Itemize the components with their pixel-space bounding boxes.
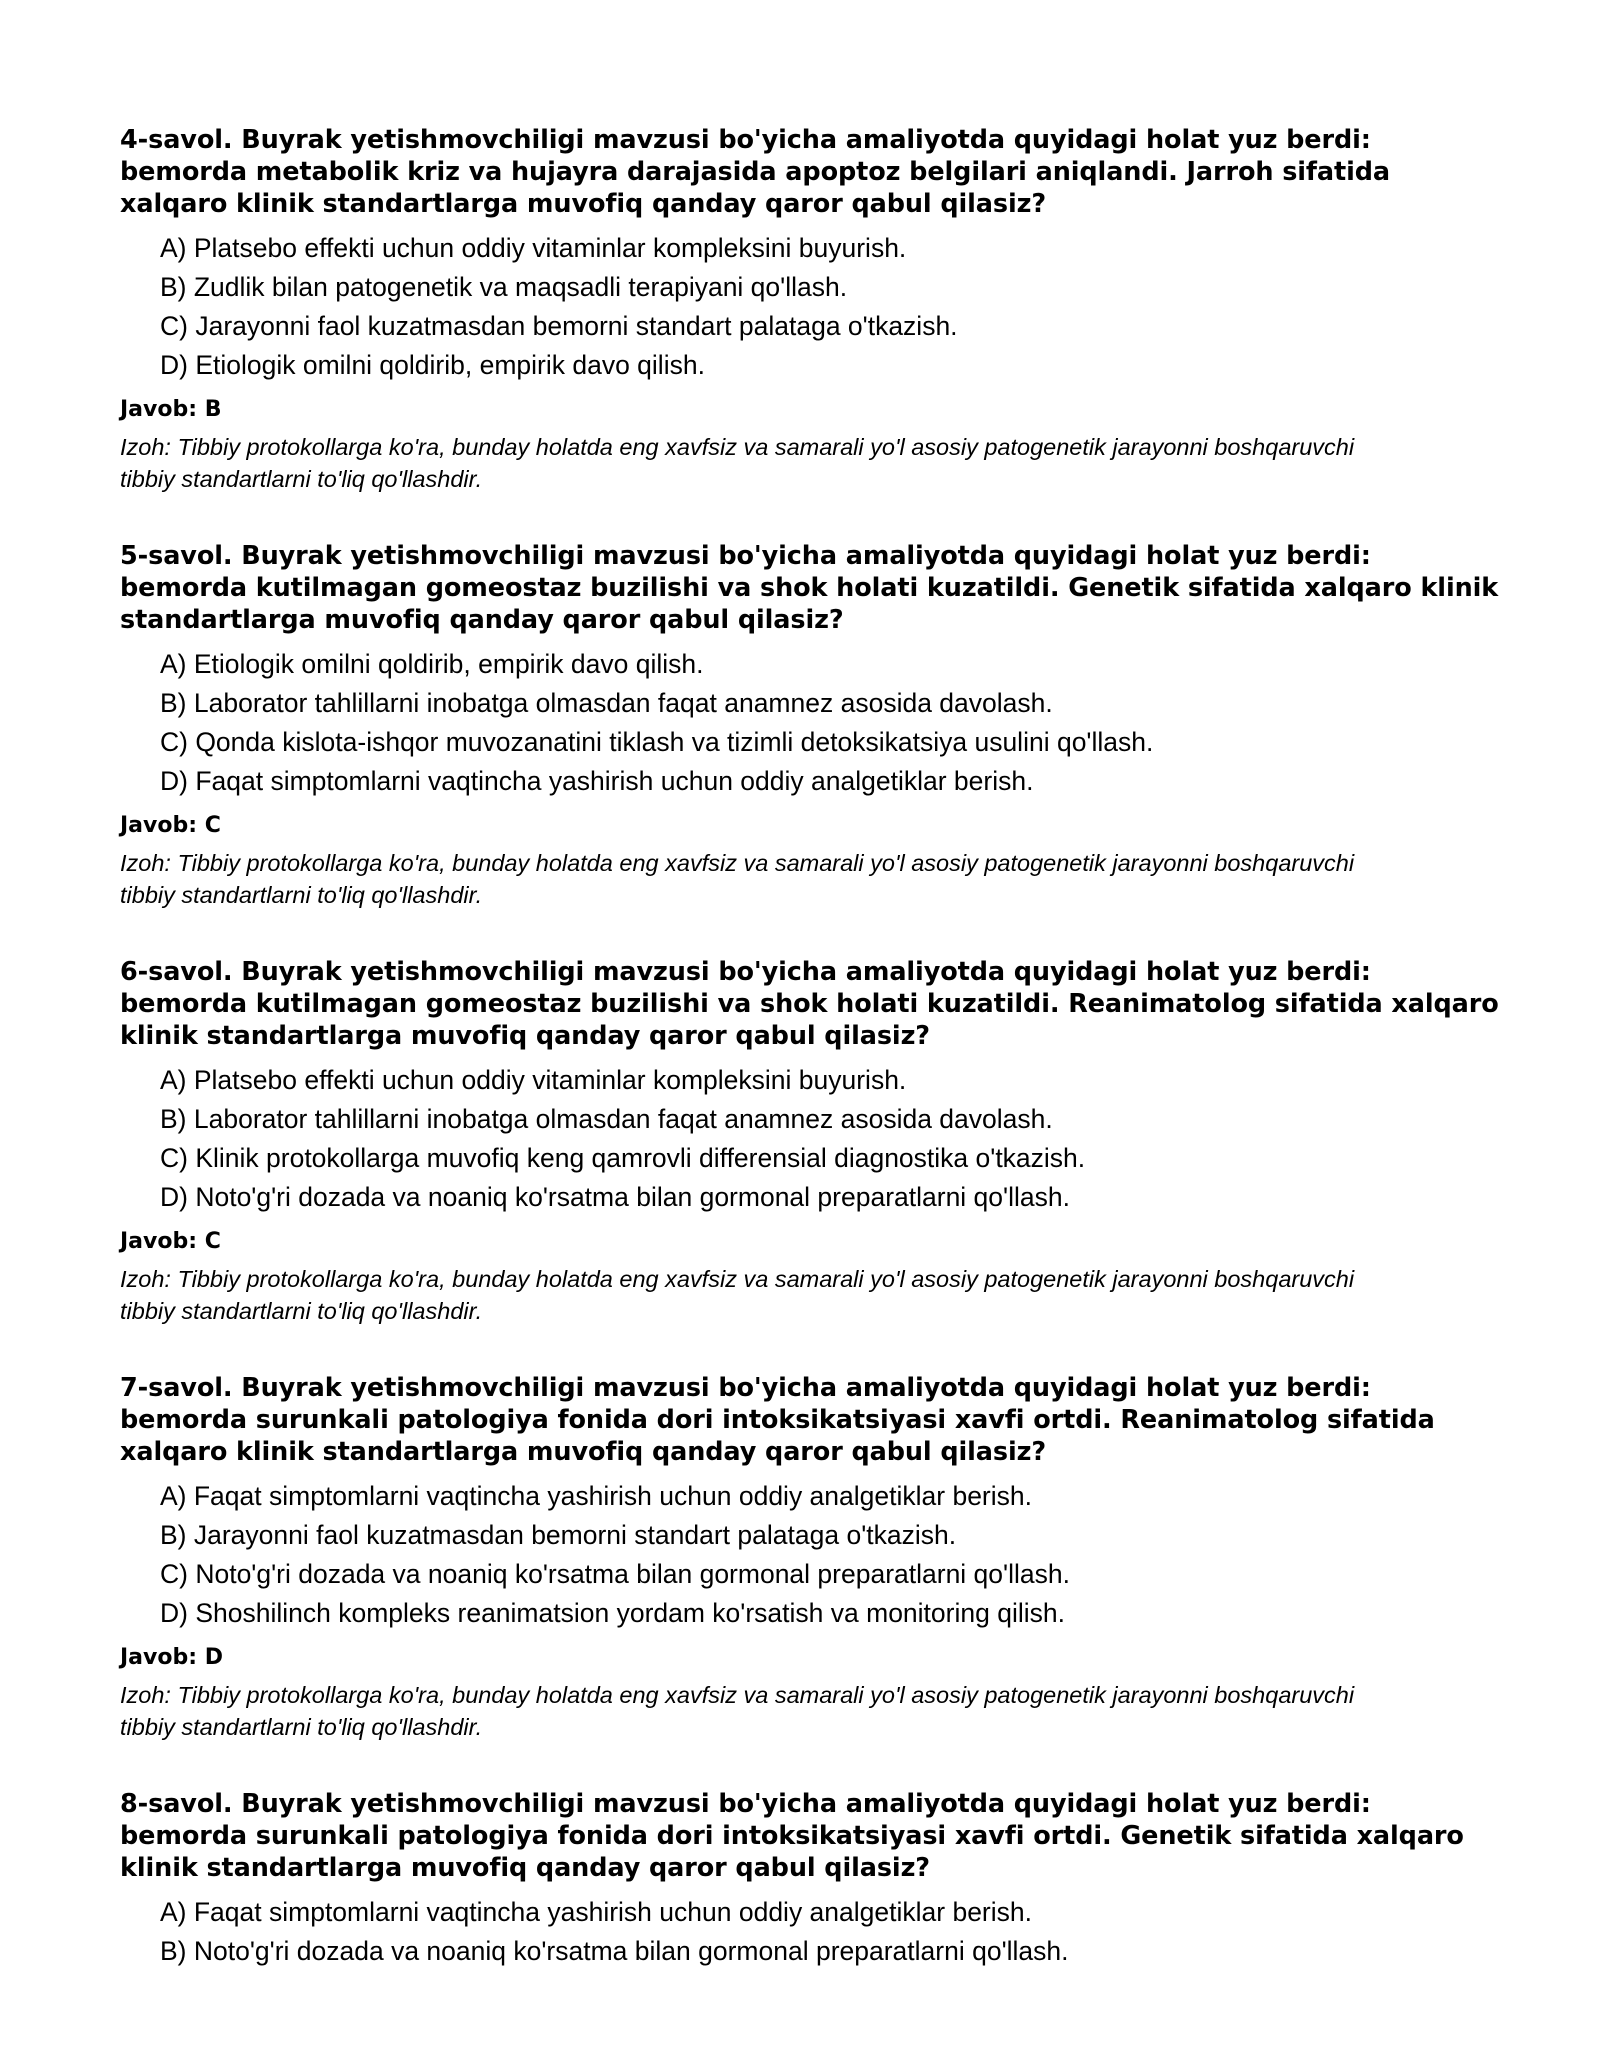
option-d: D) Faqat simptomlarni vaqtincha yashirish uchun oddiy analgetiklar berish. (160, 766, 1034, 796)
document-page (120, 124, 1500, 2016)
option-b: B) Jarayonni faol kuzatmasdan bemorni standart palataga o'tkazish. (160, 1520, 957, 1550)
option-d: D) Shoshilinch kompleks reanimatsion yordam ko'rsatish va monitoring qilish. (160, 1598, 1065, 1628)
question-4 (120, 124, 1500, 495)
option-c: C) Noto'g'ri dozada va noaniq ko'rsatma bilan gormonal preparatlarni qo'llash. (160, 1559, 1070, 1589)
explanation-note: Izoh: Tibbiy protokollarga ko'ra, bunday holatda eng xavfsiz va samarali yo'l asosiy patogenetik jarayonni boshqaruvchi tibbiy standartlarni to'liq qo'llashdir. (120, 1266, 1355, 1324)
options-list (120, 1893, 1500, 1971)
option-c: C) Jarayonni faol kuzatmasdan bemorni standart palataga o'tkazish. (160, 311, 958, 341)
explanation-note: Izoh: Tibbiy protokollarga ko'ra, bunday holatda eng xavfsiz va samarali yo'l asosiy patogenetik jarayonni boshqaruvchi tibbiy standartlarni to'liq qo'llashdir. (120, 1682, 1355, 1740)
option-a: A) Platsebo effekti uchun oddiy vitaminlar kompleksini buyurish. (160, 233, 907, 263)
explanation-note: Izoh: Tibbiy protokollarga ko'ra, bunday holatda eng xavfsiz va samarali yo'l asosiy patogenetik jarayonni boshqaruvchi tibbiy standartlarni to'liq qo'llashdir. (120, 434, 1355, 492)
option-a: A) Faqat simptomlarni vaqtincha yashirish uchun oddiy analgetiklar berish. (160, 1897, 1032, 1927)
explanation-note: Izoh: Tibbiy protokollarga ko'ra, bunday holatda eng xavfsiz va samarali yo'l asosiy patogenetik jarayonni boshqaruvchi tibbiy standartlarni to'liq qo'llashdir. (120, 850, 1355, 908)
question-8 (120, 1788, 1500, 1971)
answer-label: Javob: B (120, 397, 222, 422)
question-title: 5-savol. Buyrak yetishmovchiligi mavzusi bo'yicha amaliyotda quyidagi holat yuz berdi: bemorda kutilmagan gomeostaz buzilishi va shok holati kuzatildi. Genetik sifatida xalqaro klinik standartlarga muvofiq qanday qaror qabul qilasiz? (120, 541, 1499, 635)
options-list (120, 1061, 1500, 1217)
options-list (120, 229, 1500, 385)
question-title: 4-savol. Buyrak yetishmovchiligi mavzusi bo'yicha amaliyotda quyidagi holat yuz berdi: bemorda metabolik kriz va hujayra darajasida apoptoz belgilari aniqlandi. Jarroh sifatida xalqaro klinik standartlarga muvofiq qanday qaror qabul qilasiz? (120, 125, 1391, 219)
question-5 (120, 540, 1500, 911)
option-a: A) Platsebo effekti uchun oddiy vitaminlar kompleksini buyurish. (160, 1065, 907, 1095)
option-a: A) Faqat simptomlarni vaqtincha yashirish uchun oddiy analgetiklar berish. (160, 1481, 1032, 1511)
option-c: C) Klinik protokollarga muvofiq keng qamrovli differensial diagnostika o'tkazish. (160, 1143, 1086, 1173)
option-d: D) Etiologik omilni qoldirib, empirik davo qilish. (160, 350, 705, 380)
question-title: 8-savol. Buyrak yetishmovchiligi mavzusi bo'yicha amaliyotda quyidagi holat yuz berdi: bemorda surunkali patologiya fonida dori intoksikatsiyasi xavfi ortdi. Genetik sifatida xalqaro klinik standartlarga muvofiq qanday qaror qabul qilasiz? (120, 1789, 1464, 1883)
question-6 (120, 956, 1500, 1327)
question-title: 6-savol. Buyrak yetishmovchiligi mavzusi bo'yicha amaliyotda quyidagi holat yuz berdi: bemorda kutilmagan gomeostaz buzilishi va shok holati kuzatildi. Reanimatolog sifatida xalqaro klinik standartlarga muvofiq qanday qaror qabul qilasiz? (120, 957, 1499, 1051)
question-title: 7-savol. Buyrak yetishmovchiligi mavzusi bo'yicha amaliyotda quyidagi holat yuz berdi: bemorda surunkali patologiya fonida dori intoksikatsiyasi xavfi ortdi. Reanimatolog sifatida xalqaro klinik standartlarga muvofiq qanday qaror qabul qilasiz? (120, 1373, 1435, 1467)
answer-label: Javob: D (120, 1645, 223, 1670)
answer-label: Javob: C (120, 813, 221, 838)
option-b: B) Laborator tahlillarni inobatga olmasdan faqat anamnez asosida davolash. (160, 1104, 1053, 1134)
option-a: A) Etiologik omilni qoldirib, empirik davo qilish. (160, 649, 704, 679)
option-d: D) Noto'g'ri dozada va noaniq ko'rsatma bilan gormonal preparatlarni qo'llash. (160, 1182, 1070, 1212)
option-b: B) Noto'g'ri dozada va noaniq ko'rsatma bilan gormonal preparatlarni qo'llash. (160, 1936, 1069, 1966)
question-7 (120, 1372, 1500, 1743)
answer-label: Javob: C (120, 1229, 221, 1254)
options-list (120, 645, 1500, 801)
option-b: B) Laborator tahlillarni inobatga olmasdan faqat anamnez asosida davolash. (160, 688, 1053, 718)
options-list (120, 1477, 1500, 1633)
option-c: C) Qonda kislota-ishqor muvozanatini tiklash va tizimli detoksikatsiya usulini qo'llash. (160, 727, 1154, 757)
option-b: B) Zudlik bilan patogenetik va maqsadli terapiyani qo'llash. (160, 272, 848, 302)
